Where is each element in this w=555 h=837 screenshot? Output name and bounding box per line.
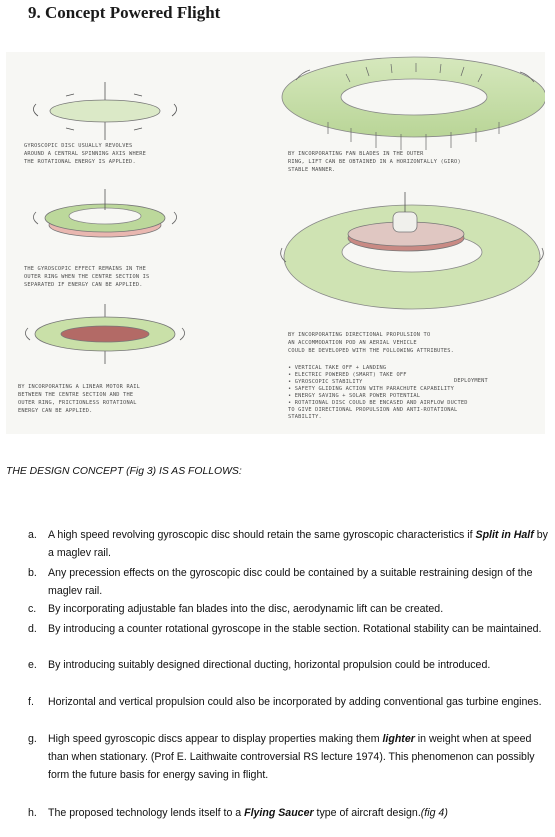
section-title: 9. Concept Powered Flight: [28, 3, 221, 22]
note-line: GYROSCOPIC DISC USUALLY REVOLVES: [24, 143, 133, 149]
note-line: • VERTICAL TAKE OFF + LANDING: [288, 365, 387, 371]
sketch-disc-axis: [33, 82, 176, 140]
deployment-label: DEPLOYMENT: [454, 378, 488, 384]
list-item-text: [48, 600, 548, 618]
note-line: COULD BE DEVELOPED WITH THE FOLLOWING ATTRIBUTES.: [288, 348, 455, 354]
body-text: By introducing suitably designed directional ducting, horizontal propulsion could be introduced.: [48, 659, 491, 671]
list-item-text: [48, 564, 548, 600]
note-line: ENERGY CAN BE APPLIED.: [18, 408, 93, 414]
sketch-drawing: [6, 52, 545, 434]
sketch-note-2: [288, 151, 461, 173]
sketch-split-disc: [33, 189, 176, 237]
note-line: THE ROTATIONAL ENERGY IS APPLIED.: [24, 159, 136, 165]
note-line: TO GIVE DIRECTIONAL PROPULSION AND ANTI-ROTATIONAL: [288, 407, 458, 413]
sketch-note-5: [18, 384, 140, 414]
note-line: BY INCORPORATING FAN BLADES IN THE OUTER: [288, 151, 424, 157]
list-item-text: [48, 730, 548, 785]
note-line: • SAFETY GLIDING ACTION WITH PARACHUTE CAPABILITY: [288, 386, 455, 392]
note-line: AN ACCOMMODATION POD AN AERIAL VEHICLE: [288, 340, 417, 346]
list-item-text: [48, 804, 548, 822]
note-line: STABLE MANNER.: [288, 167, 336, 173]
emphasis-text: lighter: [382, 733, 415, 745]
concept-sketch-figure: [6, 52, 545, 434]
list-item-text: [48, 656, 548, 674]
design-concept-intro: THE DESIGN CONCEPT (Fig 3) IS AS FOLLOWS:: [6, 466, 242, 477]
note-line: THE GYROSCOPIC EFFECT REMAINS IN THE: [24, 266, 147, 272]
sketch-note-attributes: [288, 365, 489, 420]
list-marker: e.: [28, 659, 37, 671]
body-text: A high speed revolving gyroscopic disc should retain the same gyroscopic characteristics if: [48, 529, 476, 541]
body-text: High speed gyroscopic discs appear to display properties making them: [48, 733, 383, 745]
note-line: • ELECTRIC POWERED (SMART) TAKE OFF: [288, 372, 407, 378]
emphasis-text: Flying Saucer: [244, 807, 314, 819]
note-line: • ENERGY SAVING + SOLAR POWER POTENTIAL: [288, 393, 421, 399]
note-line: RING, LIFT CAN BE OBTAINED IN A HORIZONTALLY (GIRO): [288, 159, 461, 165]
sketch-note-4: [288, 332, 454, 354]
italic-text: (fig 4): [420, 807, 448, 819]
list-marker: f.: [28, 696, 34, 708]
body-text: by a maglev rail.: [48, 529, 548, 560]
body-text: By introducing a counter rotational gyroscope in the stable section. Rotational stability can be maintained.: [48, 623, 542, 635]
list-marker: b.: [28, 567, 37, 579]
list-marker: h.: [28, 807, 37, 819]
emphasis-text: Split in Half: [475, 529, 534, 541]
list-item-text: [48, 526, 548, 562]
body-text: The proposed technology lends itself to a: [48, 807, 245, 819]
note-line: BETWEEN THE CENTRE SECTION AND THE: [18, 392, 134, 398]
sketch-saucer-vehicle: [281, 192, 544, 309]
list-marker: d.: [28, 623, 37, 635]
note-line: BY INCORPORATING A LINEAR MOTOR RAIL: [18, 384, 141, 390]
body-text: Any precession effects on the gyroscopic disc could be contained by a suitable restraining design of the maglev rail.: [48, 567, 533, 598]
note-line: SEPARATED IF ENERGY CAN BE APPLIED.: [24, 282, 143, 288]
body-text: in weight when at speed than when stationary. (Prof E. Laithwaite controversial RS lecture 1974). This phenomenon can possibly form the future basis for energy saving in flight.: [48, 733, 535, 782]
list-item-text: [48, 620, 548, 638]
note-line: AROUND A CENTRAL SPINNING AXIS WHERE: [24, 151, 147, 157]
sketch-note-3: [24, 266, 149, 288]
sketch-linear-motor-disc: [25, 304, 184, 364]
body-text: type of aircraft design.: [313, 807, 421, 819]
sketch-fan-ring: [282, 57, 545, 150]
note-line: • ROTATIONAL DISC COULD BE ENCASED AND AIRFLOW DUCTED: [288, 400, 468, 406]
list-item-text: [48, 693, 548, 711]
list-marker: a.: [28, 529, 37, 541]
sketch-note-1: [24, 143, 146, 165]
list-marker: g.: [28, 733, 37, 745]
note-line: OUTER RING WHEN THE CENTRE SECTION IS: [24, 274, 150, 280]
note-line: BY INCORPORATING DIRECTIONAL PROPULSION TO: [288, 332, 431, 338]
note-line: STABILITY.: [288, 414, 322, 420]
list-marker: c.: [28, 603, 37, 615]
note-line: • GYROSCOPIC STABILITY: [288, 379, 363, 385]
body-text: By incorporating adjustable fan blades into the disc, aerodynamic lift can be created.: [48, 603, 444, 615]
body-text: Horizontal and vertical propulsion could also be incorporated by adding conventional gas turbine engines.: [48, 696, 542, 708]
note-line: OUTER RING, FRICTIONLESS ROTATIONAL: [18, 400, 137, 406]
